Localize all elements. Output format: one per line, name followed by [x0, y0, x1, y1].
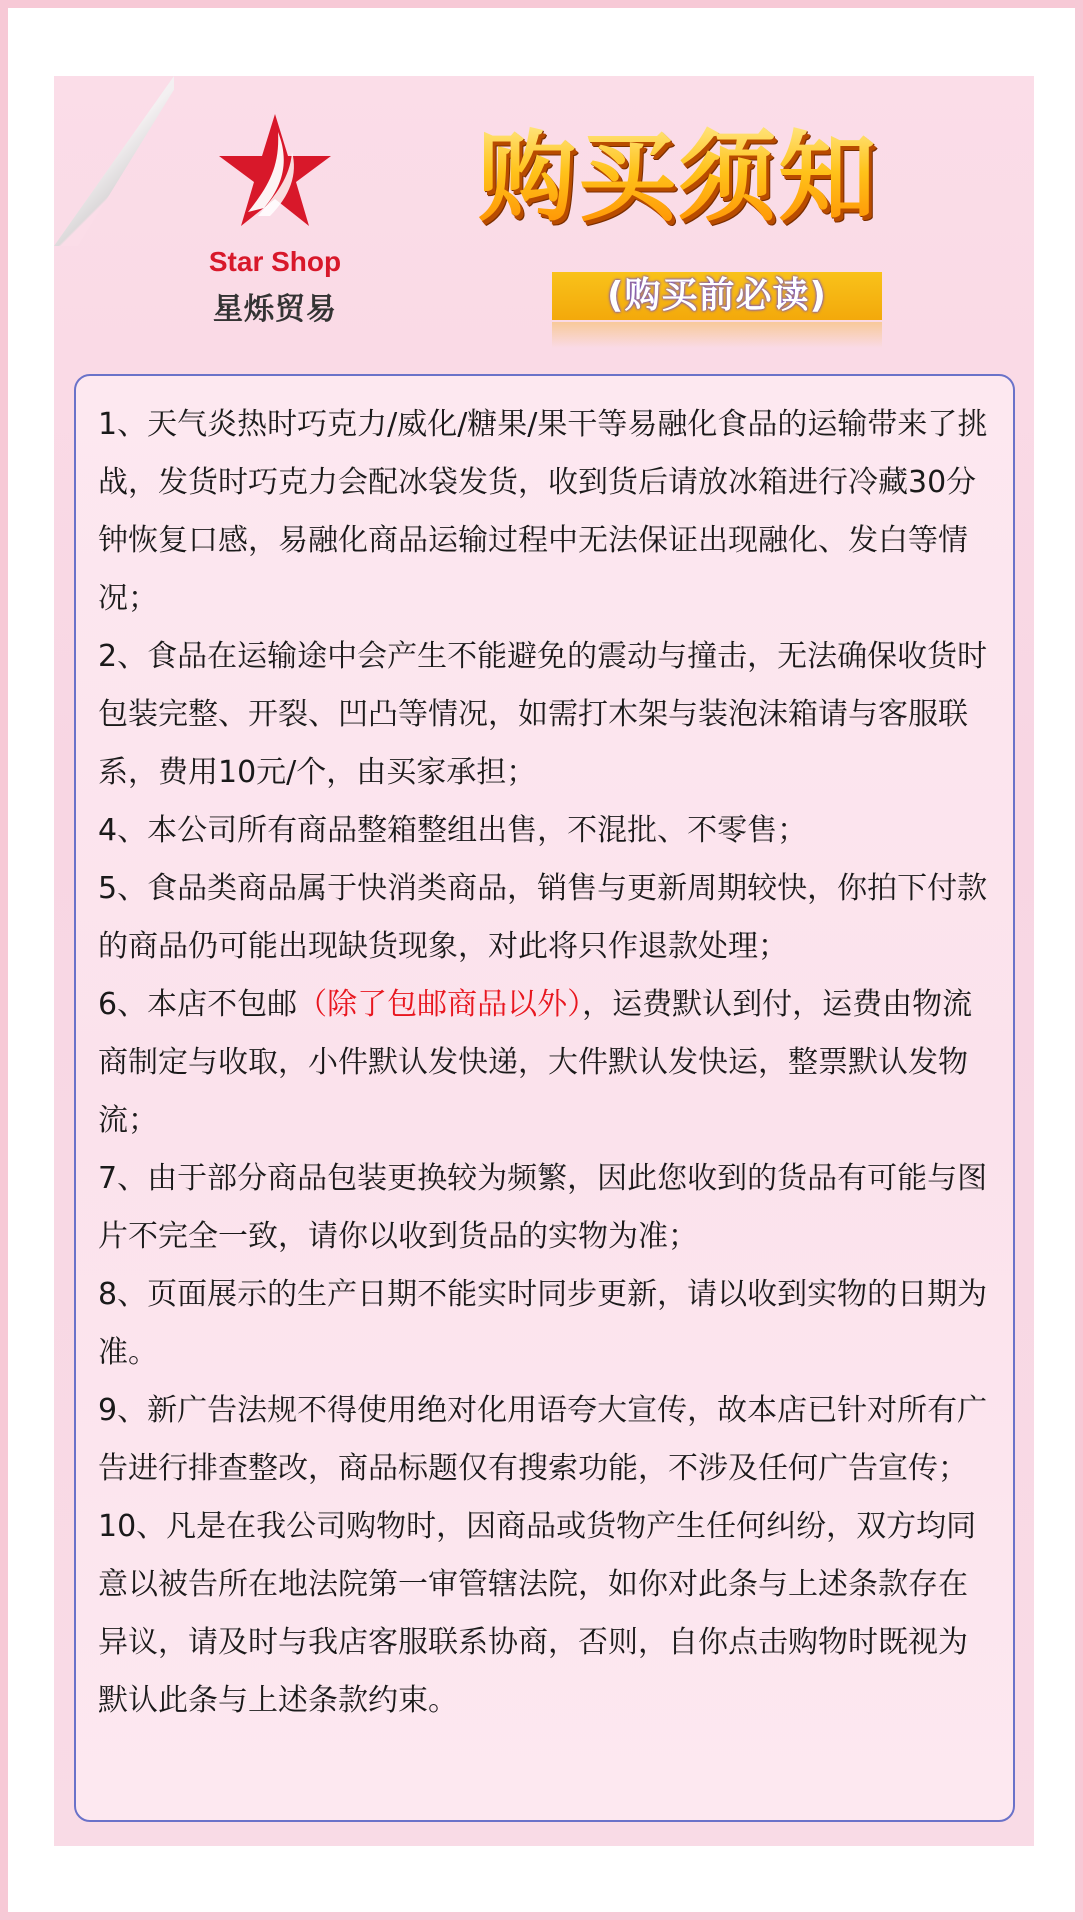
logo-text-cn: 星烁贸易 [213, 292, 337, 327]
subtitle-reflection [552, 322, 882, 348]
page-subtitle: (购买前必读) [607, 275, 827, 316]
notice-item-1: 1、天气炎热时巧克力/威化/糖果/果干等易融化食品的运输带来了挑战，发货时巧克力会配冰袋发货，收到货后请放冰箱进行冷藏30分钟恢复口感，易融化商品运输过程中无法保证出现融化、发白等情况； [98, 407, 988, 616]
notice-item-7: 7、由于部分商品包装更换较为频繁，因此您收到的货品有可能与图片不完全一致，请你以收到货品的实物为准； [98, 1161, 988, 1254]
notice-item-8: 8、页面展示的生产日期不能实时同步更新，请以收到实物的日期为准。 [98, 1277, 988, 1370]
free-shipping-exception: （除了包邮商品以外） [297, 987, 583, 1022]
notice-item-10: 10、凡是在我公司购物时，因商品或货物产生任何纠纷，双方均同意以被告所在地法院第一审管辖法院，如你对此条与上述条款存在异议，请及时与我店客服联系协商，否则，自你点击购物时既视为默认此条与上述条款约束。 [98, 1509, 977, 1718]
notice-item-6: 6、本店不包邮（除了包邮商品以外），运费默认到付，运费由物流商制定与收取，小件默认发快递，大件默认发快运，整票默认发物流； [98, 987, 973, 1138]
store-logo [200, 112, 350, 332]
logo-text-en: Star Shop [208, 246, 342, 277]
page-title: 购买须知 [478, 118, 938, 238]
notice-item-9: 9、新广告法规不得使用绝对化用语夸大宣传，故本店已针对所有广告进行排查整改，商品标题仅有搜索功能，不涉及任何广告宣传； [98, 1393, 988, 1486]
notice-item-5: 5、食品类商品属于快消类商品，销售与更新周期较快，你拍下付款的商品仍可能出现缺货现象，对此将只作退款处理； [98, 871, 988, 964]
notice-item-4: 4、本公司所有商品整箱整组出售，不混批、不零售； [98, 813, 808, 848]
notice-item-2: 2、食品在运输途中会产生不能避免的震动与撞击，无法确保收货时包装完整、开裂、凹凸等情况，如需打木架与装泡沫箱请与客服联系，费用10元/个，由买家承担； [98, 639, 988, 790]
star-icon [218, 112, 332, 232]
notice-list [74, 374, 1015, 1822]
subtitle-banner [552, 272, 882, 320]
